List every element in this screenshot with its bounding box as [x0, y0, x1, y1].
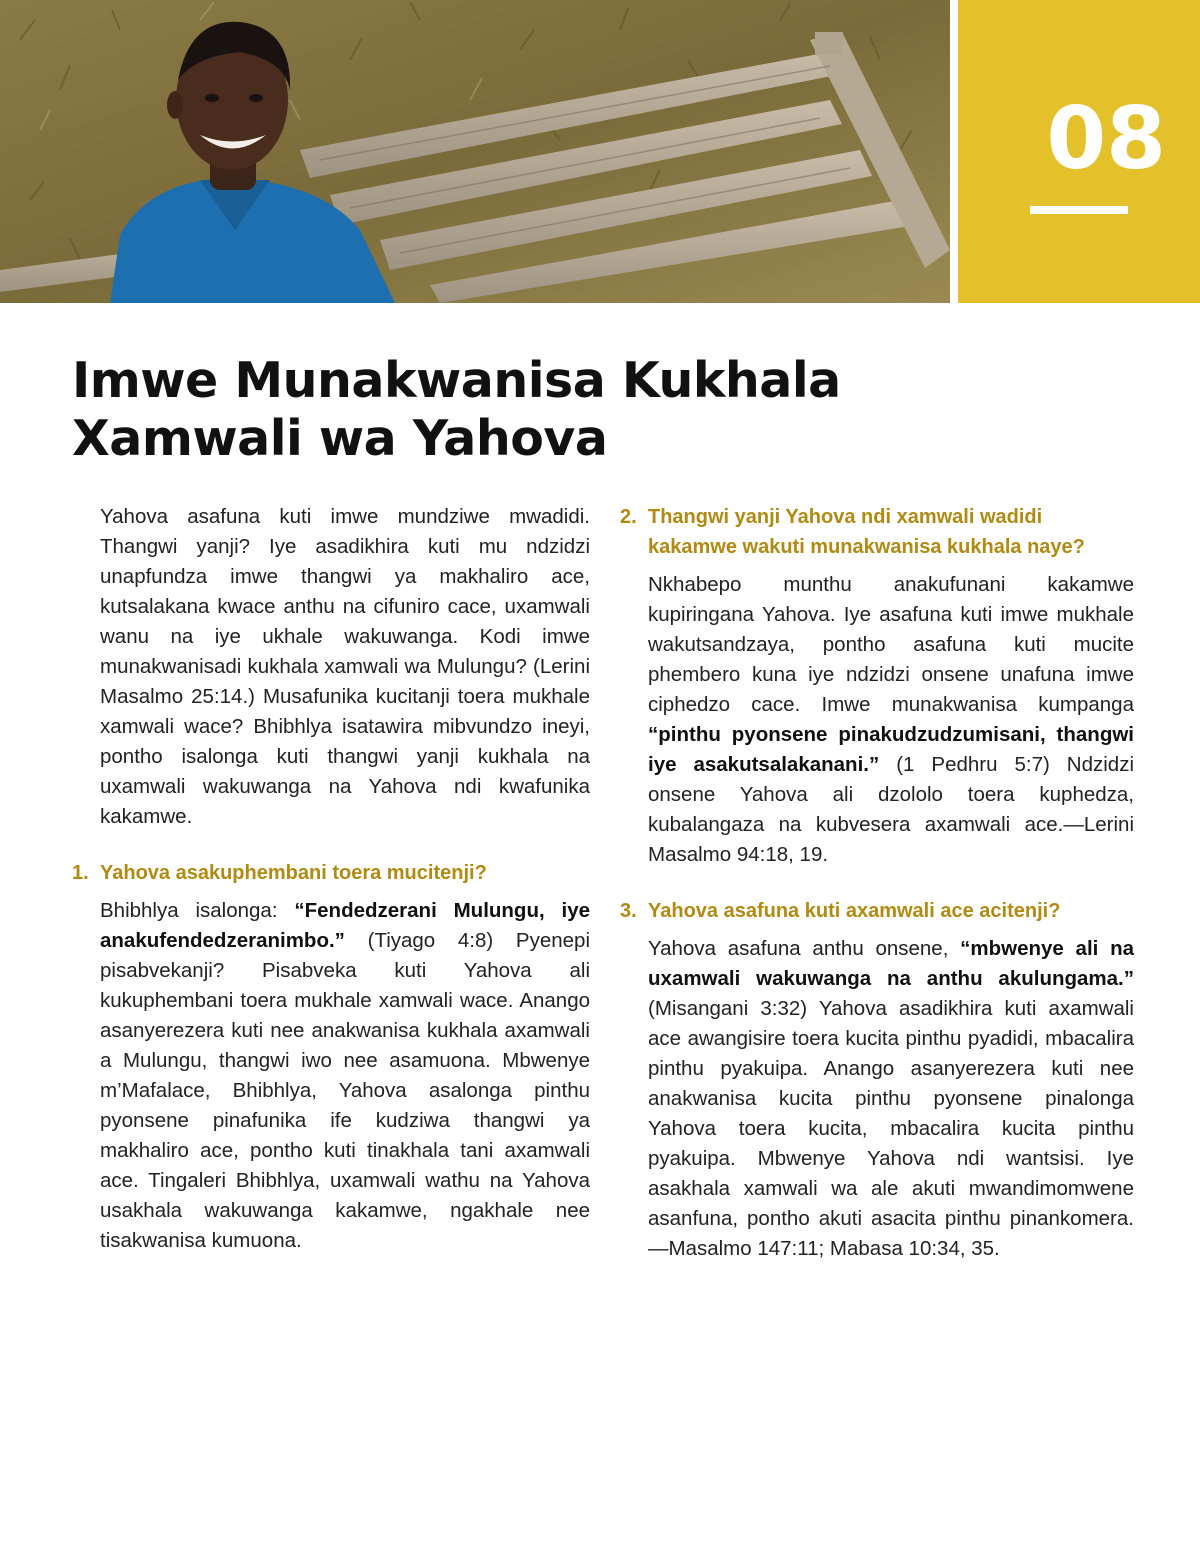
question-3-answer: [648, 934, 1134, 1264]
question-2-heading: [620, 502, 1134, 562]
question-text: Yahova asakuphembani toera mucitenji?: [100, 862, 487, 884]
answer-text: Yahova asafuna anthu onsene,: [648, 937, 961, 960]
left-column: [72, 502, 590, 1274]
title-line-1: Imwe Munakwanisa Kukhala: [72, 352, 841, 409]
question-number: 2.: [620, 506, 637, 528]
chapter-badge: [958, 0, 1200, 303]
scripture-quote: “pinthu pyonsene pinakudzudzumisani, thangwi iye asakutsalakanani.”: [648, 723, 1134, 776]
photo-man-on-bench: [0, 0, 950, 303]
scripture-quote: “mbwenye ali na uxamwali wakuwanga na anthu akulungama.”: [648, 937, 1134, 990]
question-text: Thangwi yanji Yahova ndi xamwali wadidi kakamwe wakuti munakwanisa kukhala naye?: [648, 506, 1085, 558]
right-column: [620, 502, 1134, 1282]
cover-photo: [0, 0, 950, 303]
title-line-2: Xamwali wa Yahova: [72, 410, 608, 467]
question-1-heading: [72, 858, 590, 888]
scripture-quote: “Fendedzerani Mulungu, iye anakufendedzeranimbo.”: [100, 899, 591, 952]
chapter-underline: [1030, 206, 1128, 214]
question-text: Yahova asafuna kuti axamwali ace acitenji?: [648, 900, 1061, 922]
answer-text: (1 Pedhru 5:7) Ndzidzi onsene Yahova ali dzololo toera kuphedza, kubalangaza na kubvesera axamwali ace.—Lerini Masalmo 94:18, 19.: [648, 753, 1134, 866]
question-3-heading: [620, 896, 1134, 926]
chapter-number: 08: [1046, 89, 1166, 189]
question-2-answer: [648, 570, 1134, 870]
header-banner: [0, 0, 1200, 303]
page-title: [72, 352, 841, 468]
question-number: 1.: [72, 862, 89, 884]
answer-text: Nkhabepo munthu anakufunani kakamwe kupiringana Yahova. Iye asafuna kuti imwe mukhale wakutsandzaya, pontho asafuna kuti mucite phembero kuna iye ndzidzi onsene unafuna imwe ciphedzo cace. Imwe munakwanisa kumpanga: [648, 573, 1134, 716]
intro-paragraph: Yahova asafuna kuti imwe mundziwe mwadidi. Thangwi yanji? Iye asadikhira kuti mu ndzidzi unapfundza imwe thangwi ya makhaliro ace, kutsalakana kwace anthu na cifuniro cace, uxamwali wanu na iye ukhale wakuwanga. Kodi imwe munakwanisadi kukhala xamwali wa Mulungu? (Lerini Masalmo 25:14.) Musafunika kucitanji toera mukhale xamwali wace? Bhibhlya isatawira mibvundzo ineyi, pontho isalonga kuti thangwi yanji kukhala na uxamwali wakuwanga na Yahova ndi kwafunika kakamwe.: [100, 505, 590, 828]
answer-text: (Misangani 3:32) Yahova asadikhira kuti axamwali ace awangisire toera kucita pinthu pyadidi, mbacalira pinthu pyakuipa. Anango asanyerezera kuti nee anakwanisa kucita pinthu pyonsene pinalonga Yahova toera kucita, mbacalira kucita pinthu pyakuipa. Mbwenye Yahova ndi wantsisi. Iye asakhala xamwali wa ale akuti mwandimomwene asanfuna, pontho akuti asacita pinthu pinankomera.—Masalmo 147:11; Mabasa 10:34, 35.: [648, 997, 1134, 1260]
answer-text: (Tiyago 4:8) Pyenepi pisabvekanji? Pisabveka kuti Yahova ali kukuphembani toera mukhale xamwali wace. Anango asanyerezera kuti nee anakwanisa kukhala axamwali a Mulungu, thangwi iwo nee asamuona. Mbwenye m’Mafalace, Bhibhlya, Yahova asalonga pinthu pyonsene pinafunika ife kudziwa thangwi ya makhaliro ace, pontho kuti tinakhala tani axamwali ace. Tingaleri Bhibhlya, uxamwali wathu na Yahova usakhala wakuwanga kakamwe, ngakhale nee tisakwanisa kumuona.: [100, 929, 590, 1252]
question-1-answer: [100, 896, 590, 1256]
answer-text: Bhibhlya isalonga:: [100, 899, 295, 922]
question-number: 3.: [620, 900, 637, 922]
